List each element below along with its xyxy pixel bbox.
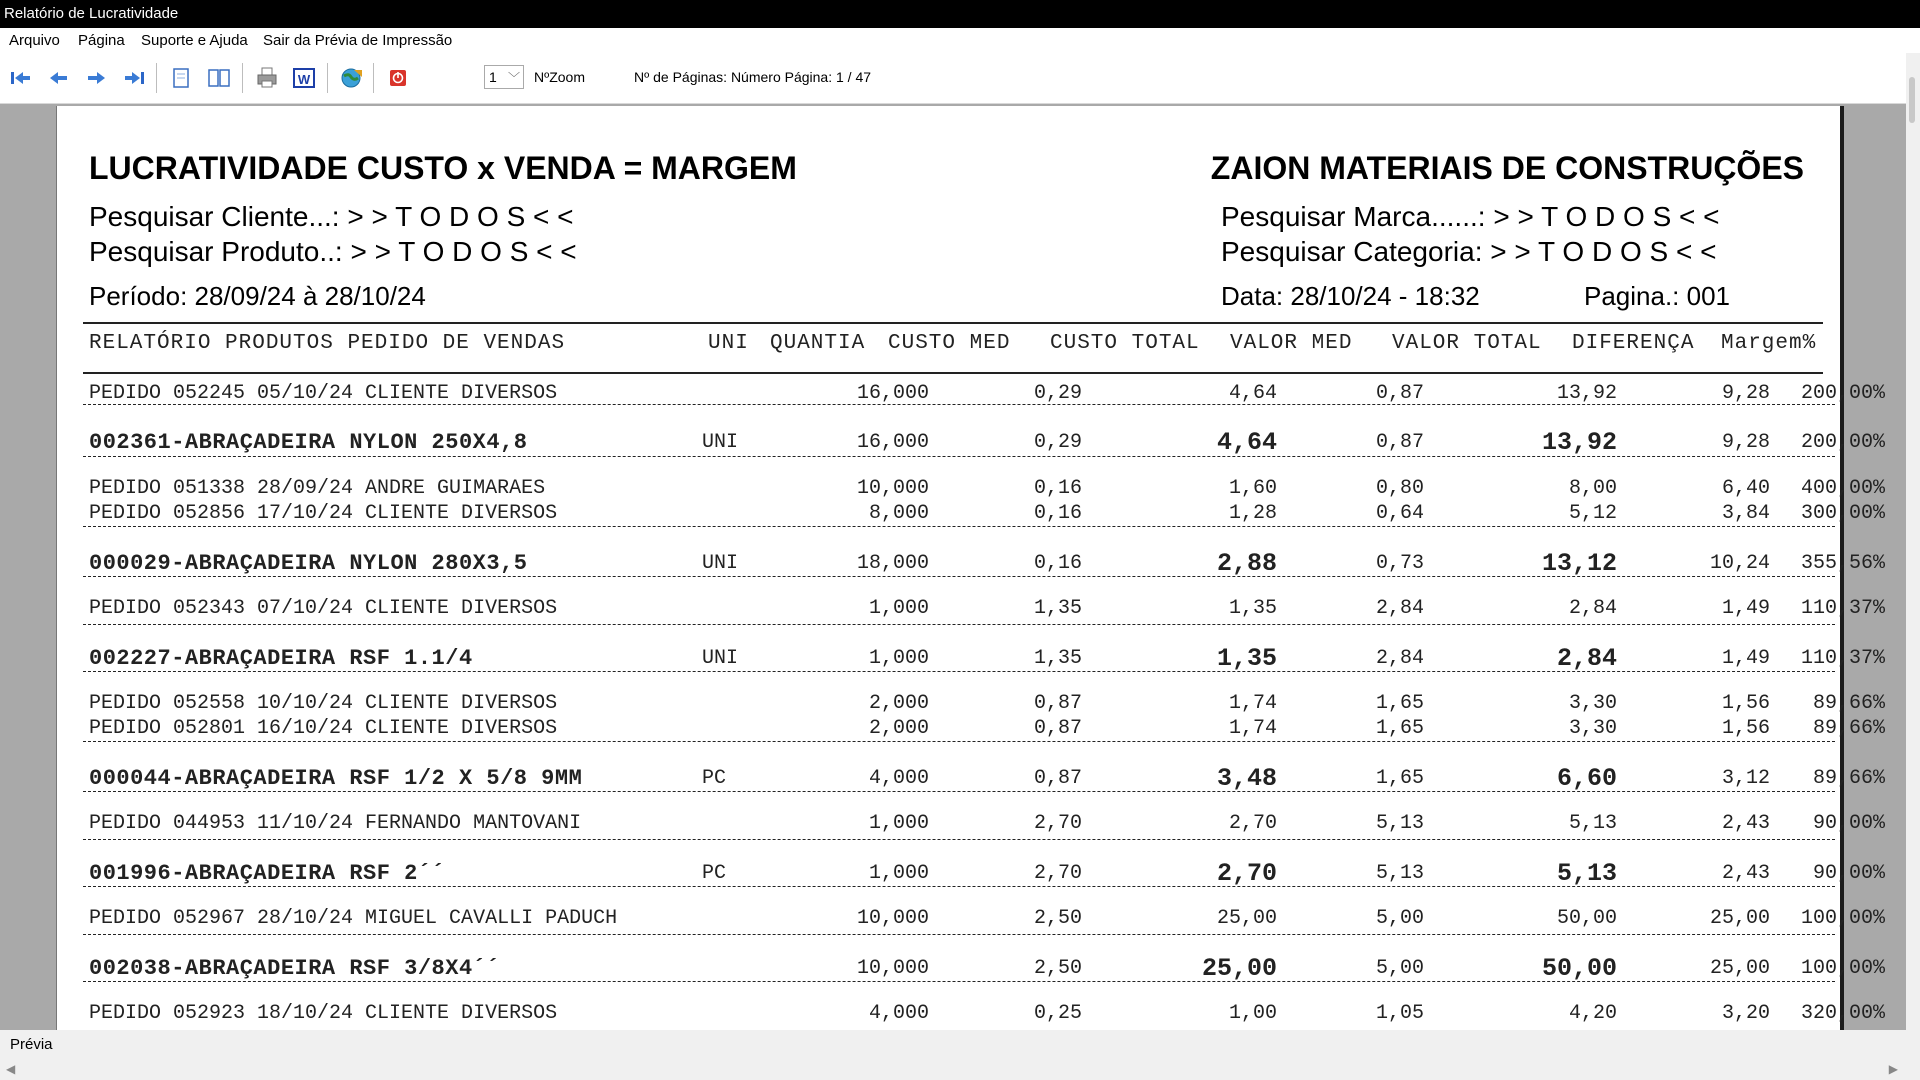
product-total-row xyxy=(57,428,1885,458)
vertical-scrollbar[interactable] xyxy=(1906,53,1920,1030)
cell-dif: 9,28 xyxy=(1721,431,1770,454)
cell-ctot: 1,74 xyxy=(1228,692,1277,715)
first-page-button[interactable] xyxy=(8,65,34,91)
cell-desc: PEDIDO 052343 07/10/24 CLIENTE DIVERSOS xyxy=(89,597,558,620)
cell-ctot: 25,00 xyxy=(1216,907,1277,930)
cell-qty: 10,000 xyxy=(856,907,929,930)
cell-cmed: 0,16 xyxy=(1033,502,1082,525)
row-divider xyxy=(83,741,1835,742)
cell-vmed: 0,80 xyxy=(1375,477,1424,500)
next-page-icon xyxy=(83,65,109,91)
header-divider xyxy=(83,322,1823,324)
cell-dif: 25,00 xyxy=(1709,907,1770,930)
cell-ctot: 1,35 xyxy=(1228,597,1277,620)
cell-vmed: 2,84 xyxy=(1375,597,1424,620)
cell-marg: 355,56% xyxy=(1800,552,1885,575)
cell-marg: 200,00% xyxy=(1800,382,1885,405)
cell-uni: UNI xyxy=(702,552,739,575)
cell-qty: 2,000 xyxy=(868,717,929,740)
column-header-desc: RELATÓRIO PRODUTOS PEDIDO DE VENDAS xyxy=(89,332,566,355)
row-divider xyxy=(83,839,1835,840)
cell-vtot: 50,00 xyxy=(1556,907,1617,930)
cell-desc: PEDIDO 044953 11/10/24 FERNANDO MANTOVANI xyxy=(89,812,582,835)
cell-marg: 320,00% xyxy=(1800,1002,1885,1025)
cell-marg: 110,37% xyxy=(1800,597,1885,620)
cell-dif: 1,49 xyxy=(1721,647,1770,670)
word-export-button[interactable] xyxy=(291,65,317,91)
last-page-icon xyxy=(121,65,147,91)
company-name: ZAION MATERIAIS DE CONSTRUÇÕES xyxy=(1210,150,1804,186)
two-page-icon xyxy=(206,65,232,91)
product-total-row xyxy=(57,644,1885,674)
cell-ctot: 2,70 xyxy=(1228,812,1277,835)
cell-ctot: 4,64 xyxy=(1216,428,1277,457)
cell-vmed: 0,64 xyxy=(1375,502,1424,525)
column-header-custo-med: CUSTO MED xyxy=(888,332,1011,355)
cell-ctot: 1,28 xyxy=(1228,502,1277,525)
window-title: Relatório de Lucratividade xyxy=(0,0,1920,28)
column-header-custo-total: CUSTO TOTAL xyxy=(1050,332,1200,355)
filter-categoria: Pesquisar Categoria: > > T O D O S < < xyxy=(1221,236,1717,267)
cell-vtot: 2,84 xyxy=(1568,597,1617,620)
cell-vtot: 3,30 xyxy=(1568,717,1617,740)
row-divider xyxy=(83,791,1835,792)
cell-dif: 1,49 xyxy=(1721,597,1770,620)
cell-vtot: 8,00 xyxy=(1568,477,1617,500)
cell-dif: 9,28 xyxy=(1721,382,1770,405)
cell-cmed: 2,70 xyxy=(1033,862,1082,885)
cell-dif: 1,56 xyxy=(1721,692,1770,715)
cell-desc: PEDIDO 052245 05/10/24 CLIENTE DIVERSOS xyxy=(89,382,558,405)
cell-vtot: 13,12 xyxy=(1541,549,1617,578)
single-page-button[interactable] xyxy=(168,65,194,91)
cell-cmed: 0,87 xyxy=(1033,767,1082,790)
order-row xyxy=(57,476,1885,502)
page-select-value: 1 xyxy=(489,69,497,85)
cell-marg: 200,00% xyxy=(1800,431,1885,454)
cell-cmed: 0,29 xyxy=(1033,431,1082,454)
cell-cmed: 0,87 xyxy=(1033,717,1082,740)
page-select[interactable] xyxy=(484,65,524,89)
word-export-icon xyxy=(291,65,317,91)
cell-cmed: 1,35 xyxy=(1033,597,1082,620)
web-export-button[interactable] xyxy=(338,65,364,91)
column-header-uni: UNI xyxy=(708,332,749,355)
filter-marca: Pesquisar Marca......: > > T O D O S < < xyxy=(1221,201,1720,232)
cell-desc: PEDIDO 051338 28/09/24 ANDRE GUIMARAES xyxy=(89,477,546,500)
cell-vmed: 0,87 xyxy=(1375,382,1424,405)
print-icon xyxy=(254,65,280,91)
cell-vmed: 5,00 xyxy=(1375,957,1424,980)
cell-qty: 16,000 xyxy=(856,431,929,454)
order-row xyxy=(57,811,1885,837)
order-row xyxy=(57,716,1885,742)
cell-qty: 8,000 xyxy=(868,502,929,525)
filter-cliente: Pesquisar Cliente...: > > T O D O S < < xyxy=(89,201,574,232)
single-page-icon xyxy=(168,65,194,91)
cell-desc: 000044-ABRAÇADEIRA RSF 1/2 X 5/8 9MM xyxy=(89,766,583,791)
toolbar xyxy=(0,53,1906,104)
column-header-valor-total: VALOR TOTAL xyxy=(1392,332,1542,355)
column-header-margem: Margem% xyxy=(1721,332,1817,355)
cell-dif: 6,40 xyxy=(1721,477,1770,500)
cell-vtot: 5,13 xyxy=(1556,859,1617,888)
cell-cmed: 2,70 xyxy=(1033,812,1082,835)
cell-cmed: 0,87 xyxy=(1033,692,1082,715)
column-header-divider xyxy=(83,372,1823,374)
cell-qty: 4,000 xyxy=(868,767,929,790)
cell-ctot: 3,48 xyxy=(1216,764,1277,793)
cell-cmed: 0,16 xyxy=(1033,552,1082,575)
close-icon xyxy=(385,65,411,91)
cell-uni: UNI xyxy=(702,431,739,454)
page-count-label: Nº de Páginas: Número Página: 1 / 47 xyxy=(634,69,872,85)
zoom-label: NºZoom xyxy=(534,69,586,85)
column-header-valor-med: VALOR MED xyxy=(1230,332,1353,355)
cell-qty: 16,000 xyxy=(856,382,929,405)
menu-pagina[interactable]: Página xyxy=(78,32,125,49)
cell-qty: 2,000 xyxy=(868,692,929,715)
prev-page-icon xyxy=(46,65,72,91)
row-divider xyxy=(83,981,1835,982)
column-header-quantia: QUANTIA xyxy=(770,332,866,355)
order-row xyxy=(57,1001,1885,1027)
web-export-icon xyxy=(338,65,364,91)
menu-arquivo[interactable]: Arquivo xyxy=(9,32,60,49)
cell-ctot: 1,35 xyxy=(1216,644,1277,673)
cell-vtot: 13,92 xyxy=(1541,428,1617,457)
cell-dif: 3,12 xyxy=(1721,767,1770,790)
cell-vmed: 5,00 xyxy=(1375,907,1424,930)
cell-vmed: 0,73 xyxy=(1375,552,1424,575)
column-header-diferenca: DIFERENÇA xyxy=(1572,332,1695,355)
first-page-icon xyxy=(8,65,34,91)
cell-qty: 1,000 xyxy=(868,597,929,620)
cell-qty: 1,000 xyxy=(868,812,929,835)
row-divider xyxy=(83,576,1835,577)
cell-qty: 10,000 xyxy=(856,477,929,500)
cell-vmed: 2,84 xyxy=(1375,647,1424,670)
cell-cmed: 0,29 xyxy=(1033,382,1082,405)
cell-vtot: 4,20 xyxy=(1568,1002,1617,1025)
status-text: Prévia xyxy=(10,1036,53,1053)
cell-marg: 89,66% xyxy=(1812,767,1885,790)
cell-desc: 001996-ABRAÇADEIRA RSF 2´´ xyxy=(89,861,446,886)
scroll-right-icon[interactable]: ▶ xyxy=(1888,1062,1898,1076)
toolbar-separator xyxy=(242,63,243,93)
cell-vtot: 5,12 xyxy=(1568,502,1617,525)
order-row xyxy=(57,906,1885,932)
cell-vtot: 2,84 xyxy=(1556,644,1617,673)
scroll-left-icon[interactable]: ◀ xyxy=(6,1062,16,1076)
order-row xyxy=(57,691,1885,717)
toolbar-separator xyxy=(327,63,328,93)
cell-desc: PEDIDO 052801 16/10/24 CLIENTE DIVERSOS xyxy=(89,717,558,740)
cell-vmed: 1,65 xyxy=(1375,692,1424,715)
horizontal-scrollbar[interactable] xyxy=(0,1060,1920,1080)
print-preview-area[interactable] xyxy=(0,104,1906,1030)
menu-suporte-ajuda[interactable]: Suporte e Ajuda xyxy=(141,32,248,49)
cell-uni: PC xyxy=(702,767,727,790)
menu-sair-previa[interactable]: Sair da Prévia de Impressão xyxy=(263,32,453,49)
row-divider xyxy=(83,526,1835,527)
cell-vmed: 0,87 xyxy=(1375,431,1424,454)
chevron-down-icon: ﹀ xyxy=(507,71,520,85)
order-row xyxy=(57,596,1885,622)
cell-ctot: 1,00 xyxy=(1228,1002,1277,1025)
cell-marg: 90,00% xyxy=(1812,862,1885,885)
cell-marg: 90,00% xyxy=(1812,812,1885,835)
cell-vtot: 50,00 xyxy=(1541,954,1617,983)
cell-vmed: 1,65 xyxy=(1375,717,1424,740)
row-divider xyxy=(83,624,1835,625)
cell-desc: PEDIDO 052856 17/10/24 CLIENTE DIVERSOS xyxy=(89,502,558,525)
cell-dif: 2,43 xyxy=(1721,812,1770,835)
filter-produto: Pesquisar Produto..: > > T O D O S < < xyxy=(89,236,577,267)
cell-uni: UNI xyxy=(702,647,739,670)
close-preview-button[interactable] xyxy=(385,65,411,91)
svg-text:W: W xyxy=(297,72,311,87)
status-bar xyxy=(0,1030,1920,1060)
cell-ctot: 2,88 xyxy=(1216,549,1277,578)
cell-cmed: 0,25 xyxy=(1033,1002,1082,1025)
cell-marg: 400,00% xyxy=(1800,477,1885,500)
cell-cmed: 2,50 xyxy=(1033,907,1082,930)
cell-marg: 100,00% xyxy=(1800,957,1885,980)
cell-vmed: 5,13 xyxy=(1375,862,1424,885)
row-divider xyxy=(83,456,1835,457)
cell-cmed: 1,35 xyxy=(1033,647,1082,670)
row-divider xyxy=(83,934,1835,935)
cell-qty: 1,000 xyxy=(868,862,929,885)
toolbar-separator xyxy=(373,63,374,93)
cell-qty: 1,000 xyxy=(868,647,929,670)
cell-vtot: 5,13 xyxy=(1568,812,1617,835)
cell-dif: 2,43 xyxy=(1721,862,1770,885)
product-total-row xyxy=(57,859,1885,889)
cell-marg: 89,66% xyxy=(1812,692,1885,715)
cell-desc: 000029-ABRAÇADEIRA NYLON 280X3,5 xyxy=(89,551,528,576)
cell-qty: 18,000 xyxy=(856,552,929,575)
two-page-button[interactable] xyxy=(206,65,232,91)
last-page-button[interactable] xyxy=(121,65,147,91)
cell-dif: 3,20 xyxy=(1721,1002,1770,1025)
cell-desc: 002227-ABRAÇADEIRA RSF 1.1/4 xyxy=(89,646,473,671)
cell-marg: 300,00% xyxy=(1800,502,1885,525)
report-date: Data: 28/10/24 - 18:32 xyxy=(1221,281,1480,311)
cell-cmed: 0,16 xyxy=(1033,477,1082,500)
cell-dif: 3,84 xyxy=(1721,502,1770,525)
cell-vtot: 6,60 xyxy=(1556,764,1617,793)
row-divider xyxy=(83,404,1835,405)
cell-ctot: 1,74 xyxy=(1228,717,1277,740)
cell-marg: 100,00% xyxy=(1800,907,1885,930)
print-button[interactable] xyxy=(254,65,280,91)
row-divider xyxy=(83,671,1835,672)
report-period: Período: 28/09/24 à 28/10/24 xyxy=(89,281,426,311)
cell-dif: 10,24 xyxy=(1709,552,1770,575)
cell-desc: 002038-ABRAÇADEIRA RSF 3/8X4´´ xyxy=(89,956,501,981)
cell-dif: 1,56 xyxy=(1721,717,1770,740)
toolbar-separator xyxy=(156,63,157,93)
cell-vmed: 1,05 xyxy=(1375,1002,1424,1025)
cell-ctot: 2,70 xyxy=(1216,859,1277,888)
report-page xyxy=(56,106,1885,1030)
cell-desc: PEDIDO 052558 10/10/24 CLIENTE DIVERSOS xyxy=(89,692,558,715)
prev-page-button[interactable] xyxy=(46,65,72,91)
product-total-row xyxy=(57,549,1885,579)
cell-ctot: 4,64 xyxy=(1228,382,1277,405)
cell-desc: PEDIDO 052923 18/10/24 CLIENTE DIVERSOS xyxy=(89,1002,558,1025)
cell-vtot: 3,30 xyxy=(1568,692,1617,715)
row-divider xyxy=(83,886,1835,887)
cell-vtot: 13,92 xyxy=(1556,382,1617,405)
cell-qty: 10,000 xyxy=(856,957,929,980)
vertical-scrollbar-thumb[interactable] xyxy=(1909,77,1915,123)
cell-vmed: 1,65 xyxy=(1375,767,1424,790)
order-row xyxy=(57,501,1885,527)
cell-desc: 002361-ABRAÇADEIRA NYLON 250X4,8 xyxy=(89,430,528,455)
report-title: LUCRATIVIDADE CUSTO x VENDA = MARGEM xyxy=(89,150,797,186)
product-total-row xyxy=(57,954,1885,984)
cell-marg: 89,66% xyxy=(1812,717,1885,740)
report-page-number: Pagina.: 001 xyxy=(1584,281,1731,311)
cell-cmed: 2,50 xyxy=(1033,957,1082,980)
cell-ctot: 25,00 xyxy=(1201,954,1277,983)
cell-marg: 110,37% xyxy=(1800,647,1885,670)
cell-vmed: 5,13 xyxy=(1375,812,1424,835)
cell-desc: PEDIDO 052967 28/10/24 MIGUEL CAVALLI PADUCH xyxy=(89,907,618,930)
menu-bar xyxy=(0,28,1920,53)
cell-qty: 4,000 xyxy=(868,1002,929,1025)
next-page-button[interactable] xyxy=(83,65,109,91)
product-total-row xyxy=(57,764,1885,794)
cell-dif: 25,00 xyxy=(1709,957,1770,980)
cell-uni: PC xyxy=(702,862,727,885)
cell-ctot: 1,60 xyxy=(1228,477,1277,500)
